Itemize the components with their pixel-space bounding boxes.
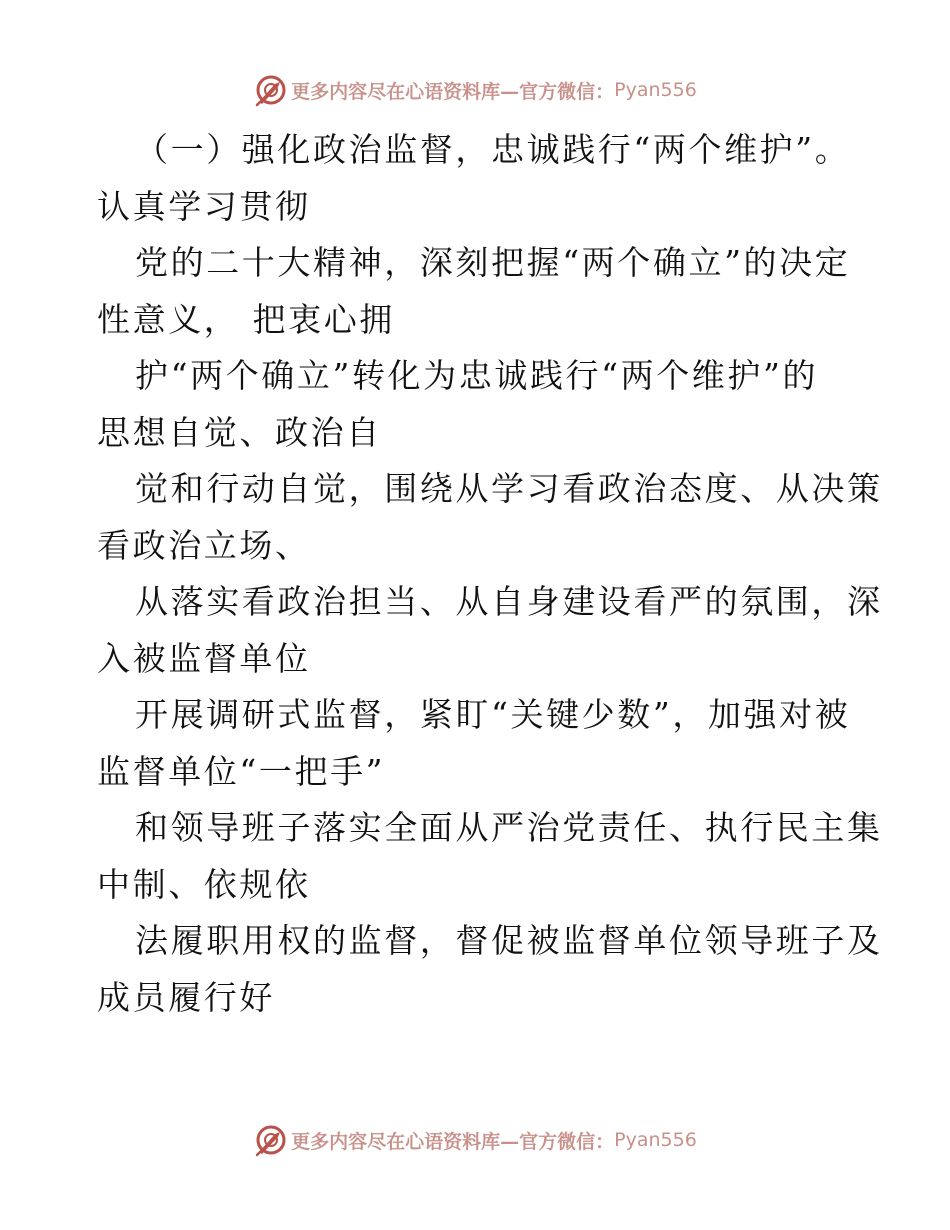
document-body bbox=[97, 122, 883, 1026]
paragraph bbox=[97, 461, 883, 574]
paragraph bbox=[97, 913, 883, 1026]
paragraph-line: 开展调研式监督，紧盯“关键少数”，加强对被 bbox=[135, 695, 851, 734]
watermark-text: 更多内容尽在心语资料库—官方微信： bbox=[291, 1130, 615, 1153]
watermark-contact: Pyan556 bbox=[614, 1129, 697, 1151]
paragraph-line: 法履职用权的监督，督促被监督单位领导班子及 bbox=[135, 921, 883, 960]
header-watermark-banner bbox=[0, 70, 950, 110]
paragraph-line: 和领导班子落实全面从严治党责任、执行民主集 bbox=[135, 808, 883, 847]
watermark-text: 更多内容尽在心语资料库—官方微信： bbox=[291, 80, 615, 103]
paragraph-line: 从落实看政治担当、从自身建设看严的氛围，深 bbox=[135, 582, 883, 621]
paragraph bbox=[97, 235, 857, 348]
paragraph-line: 成员履行好 bbox=[97, 977, 275, 1017]
paragraph-line: （一）强化政治监督，忠诚践行“两个维护”。 bbox=[135, 130, 851, 169]
paragraph-line: 监督单位“一把手” bbox=[97, 751, 386, 791]
paragraph-line: 中制、依规依 bbox=[97, 864, 311, 904]
pen-circle-logo-icon bbox=[253, 72, 289, 108]
paragraph-line: 思想自觉、政治自 bbox=[97, 412, 382, 452]
paragraph bbox=[97, 687, 857, 800]
paragraph-line: 护“两个确立”转化为忠诚践行“两个维护”的 bbox=[135, 356, 819, 395]
watermark-contact: Pyan556 bbox=[614, 79, 697, 101]
pen-circle-logo-icon bbox=[253, 1122, 289, 1158]
paragraph-line: 看政治立场、 bbox=[97, 525, 311, 565]
paragraph bbox=[97, 348, 857, 461]
paragraph-line: 认真学习贯彻 bbox=[97, 186, 311, 226]
paragraph-line: 觉和行动自觉，围绕从学习看政治态度、从决策 bbox=[135, 469, 883, 508]
paragraph-line: 性意义， 把衷心拥 bbox=[97, 299, 395, 339]
paragraph bbox=[97, 574, 883, 687]
paragraph-line: 入被监督单位 bbox=[97, 638, 311, 678]
paragraph-line: 党的二十大精神，深刻把握“两个确立”的决定 bbox=[135, 243, 851, 282]
paragraph bbox=[97, 800, 883, 913]
footer-watermark-banner bbox=[0, 1120, 950, 1160]
paragraph bbox=[97, 122, 857, 235]
